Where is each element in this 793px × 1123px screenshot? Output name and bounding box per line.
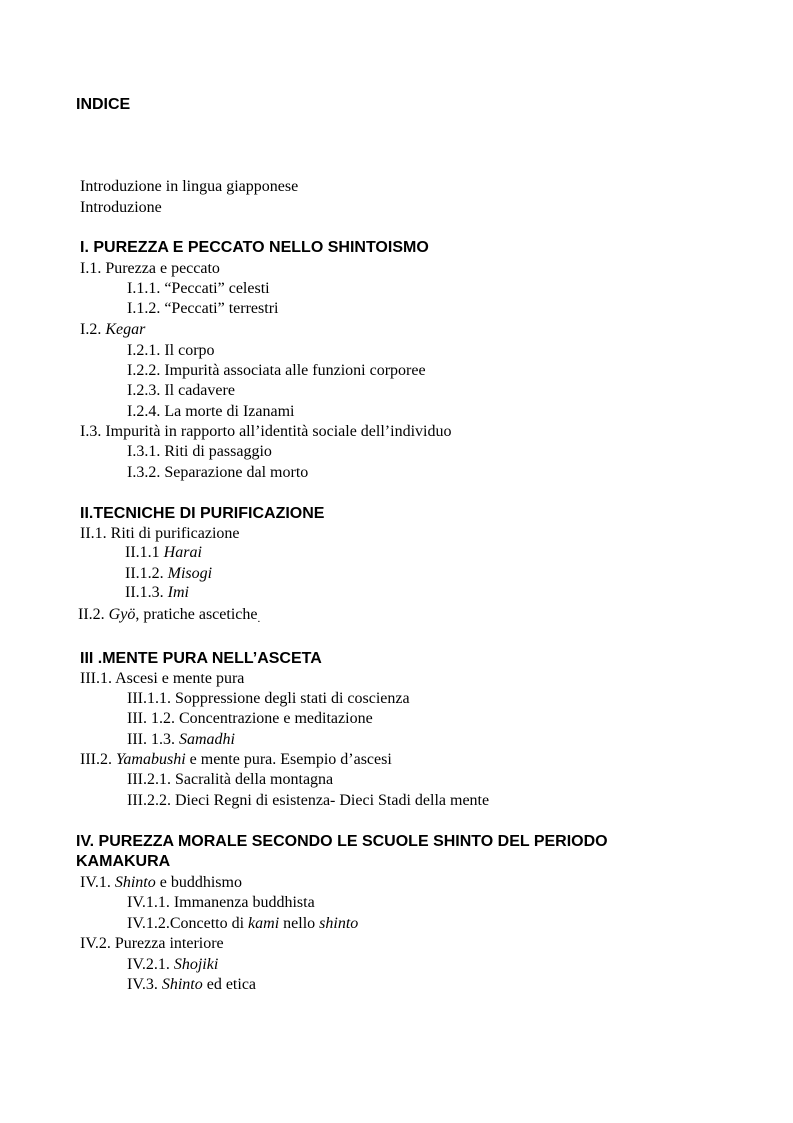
section-title-3: III .MENTE PURA NELL’ASCETA bbox=[80, 650, 322, 667]
toc-entry-suffix: e buddhismo bbox=[155, 874, 242, 891]
toc-entry: I.1.2. “Peccati” terrestri bbox=[127, 300, 279, 317]
toc-entry-italic: Shinto bbox=[114, 874, 156, 891]
toc-entry-prefix: IV.1. bbox=[80, 874, 115, 891]
toc-entry: II.1. Riti di purificazione bbox=[80, 525, 240, 542]
toc-entry-prefix: II.2. bbox=[78, 606, 109, 623]
toc-entry-italic: shinto bbox=[319, 915, 359, 932]
toc-entry-italic: Gyö bbox=[108, 606, 136, 623]
toc-entry-italic: Harai bbox=[163, 544, 202, 561]
toc-entry-prefix: IV.2.1. bbox=[127, 956, 174, 973]
toc-entry-prefix: III. 1.3. bbox=[127, 731, 179, 748]
toc-entry-suffix: ed etica bbox=[202, 976, 257, 993]
toc-entry-suffix: nello bbox=[279, 915, 320, 932]
toc-entry-suffix: , pratiche ascetiche bbox=[135, 606, 258, 623]
toc-entry: I.2.4. La morte di Izanami bbox=[127, 403, 295, 420]
toc-entry: III.2.2. Dieci Regni di esistenza- Dieci Stadi della mente bbox=[127, 792, 490, 809]
section-title-4-line1: IV. PUREZZA MORALE SECONDO LE SCUOLE SHINTO DEL PERIODO bbox=[76, 833, 608, 850]
index-heading: INDICE bbox=[76, 96, 131, 113]
toc-entry: I.1.1. “Peccati” celesti bbox=[127, 280, 270, 297]
toc-entry-italic: Yamabushi bbox=[115, 751, 186, 768]
toc-entry: I.3.2. Separazione dal morto bbox=[127, 464, 309, 481]
toc-entry-prefix: IV.3. bbox=[127, 976, 162, 993]
toc-entry-prefix: I.2. bbox=[80, 321, 106, 338]
section-title-4-line2: KAMAKURA bbox=[76, 853, 171, 870]
toc-entry: III. 1.2. Concentrazione e meditazione bbox=[127, 710, 373, 727]
toc-entry-dot: . bbox=[257, 613, 261, 625]
toc-entry: I.3.1. Riti di passaggio bbox=[127, 443, 272, 460]
toc-entry: I.1. Purezza e peccato bbox=[80, 260, 220, 277]
toc-entry: I.2.2. Impurità associata alle funzioni corporee bbox=[127, 362, 426, 379]
toc-entry-italic: kami bbox=[248, 915, 280, 932]
toc-entry-suffix: e mente pura. Esempio d’ascesi bbox=[185, 751, 392, 768]
toc-entry-italic: Shojiki bbox=[173, 956, 219, 973]
toc-entry-italic: Shinto bbox=[161, 976, 203, 993]
toc-entry-italic: Misogi bbox=[167, 565, 213, 582]
toc-entry: IV.2. Purezza interiore bbox=[80, 935, 224, 952]
toc-entry-prefix: II.1.2. bbox=[125, 565, 168, 582]
toc-entry-intro: Introduzione bbox=[80, 199, 162, 216]
toc-entry: III.2.1. Sacralità della montagna bbox=[127, 771, 334, 788]
toc-entry bbox=[80, 320, 145, 340]
toc-entry bbox=[80, 750, 392, 770]
toc-entry bbox=[127, 975, 256, 995]
toc-entry-prefix: III.2. bbox=[80, 751, 116, 768]
section-title-1: I. PUREZZA E PECCATO NELLO SHINTOISMO bbox=[80, 239, 429, 256]
toc-entry: I.3. Impurità in rapporto all’identità sociale dell’individuo bbox=[80, 423, 452, 440]
toc-entry bbox=[125, 564, 212, 584]
toc-entry-italic: Imi bbox=[167, 584, 189, 601]
toc-entry bbox=[78, 605, 260, 629]
toc-entry: I.2.3. Il cadavere bbox=[127, 382, 235, 399]
toc-entry-italic: Kegar bbox=[105, 321, 146, 338]
toc-entry bbox=[127, 914, 358, 934]
toc-entry-prefix: IV.1.2.Concetto di bbox=[127, 915, 249, 932]
toc-entry bbox=[80, 873, 242, 893]
toc-entry bbox=[125, 583, 189, 603]
toc-entry-intro-japanese: Introduzione in lingua giapponese bbox=[80, 178, 299, 195]
toc-entry-prefix: II.1.3. bbox=[125, 584, 168, 601]
section-title-2: II.TECNICHE DI PURIFICAZIONE bbox=[80, 505, 325, 522]
toc-entry-italic: Samadhi bbox=[178, 731, 235, 748]
toc-entry: III.1. Ascesi e mente pura bbox=[80, 670, 245, 687]
toc-entry: III.1.1. Soppressione degli stati di coscienza bbox=[127, 690, 410, 707]
toc-entry-prefix: II.1.1 bbox=[125, 544, 164, 561]
toc-entry: I.2.1. Il corpo bbox=[127, 342, 215, 359]
toc-entry bbox=[125, 543, 202, 563]
toc-entry bbox=[127, 955, 218, 975]
toc-entry bbox=[127, 730, 235, 750]
toc-entry: IV.1.1. Immanenza buddhista bbox=[127, 894, 315, 911]
